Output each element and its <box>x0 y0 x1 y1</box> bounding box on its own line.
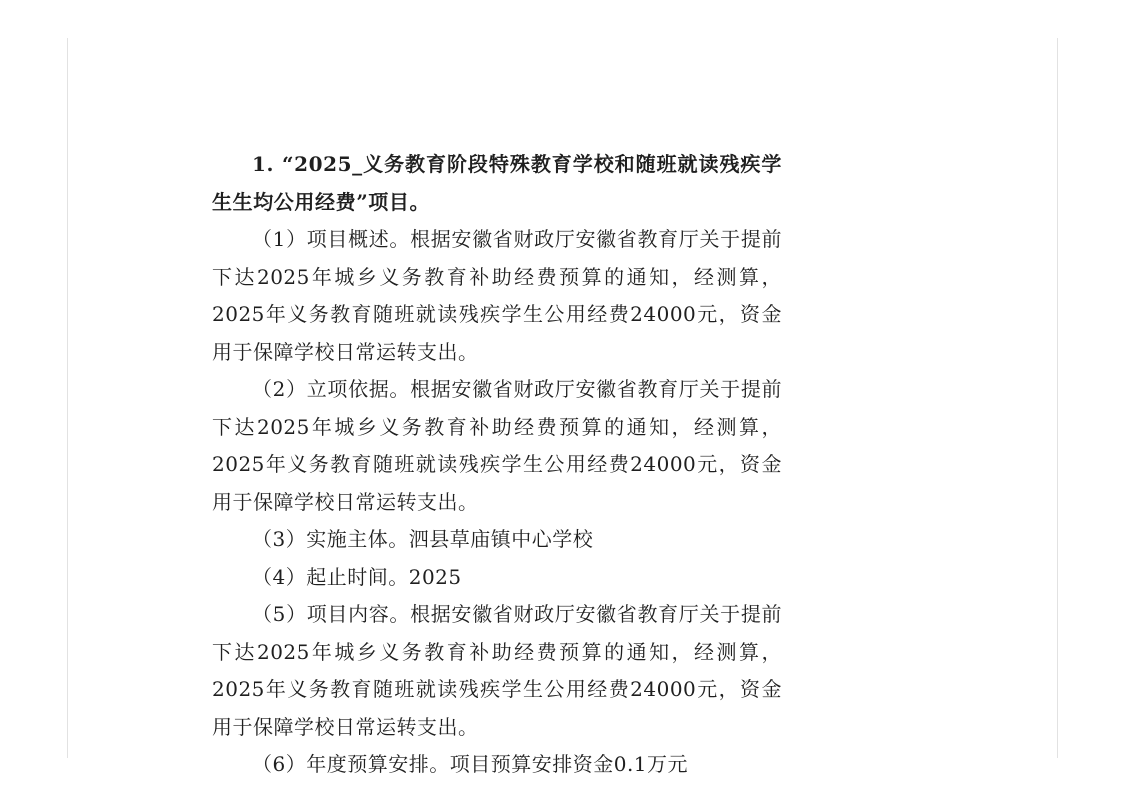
document-page <box>68 38 1057 776</box>
page-right-border <box>1057 38 1058 758</box>
project-heading: 1. “2025_义务教育阶段特殊教育学校和随班就读残疾学生生均公用经费”项目。 <box>212 152 782 214</box>
project-overview-paragraph: （1）项目概述。根据安徽省财政厅安徽省教育厅关于提前下达2025年城乡义务教育补助经费预算的通知，经测算，2025年义务教育随班就读残疾学生公用经费24000元，资金用于保障学校日常运转支出。 <box>212 227 782 364</box>
project-content-paragraph: （5）项目内容。根据安徽省财政厅安徽省教育厅关于提前下达2025年城乡义务教育补助经费预算的通知，经测算，2025年义务教育随班就读残疾学生公用经费24000元，资金用于保障学校日常运转支出。 <box>212 602 782 739</box>
duration-paragraph: （4）起止时间。2025 <box>252 564 462 589</box>
implementing-entity-paragraph: （3）实施主体。泗县草庙镇中心学校 <box>252 527 594 551</box>
annual-budget-paragraph: （6）年度预算安排。项目预算安排资金0.1万元 <box>252 752 689 776</box>
page-content <box>212 146 782 784</box>
project-basis-paragraph: （2）立项依据。根据安徽省财政厅安徽省教育厅关于提前下达2025年城乡义务教育补助经费预算的通知，经测算，2025年义务教育随班就读残疾学生公用经费24000元，资金用于保障学校日常运转支出。 <box>212 377 782 514</box>
